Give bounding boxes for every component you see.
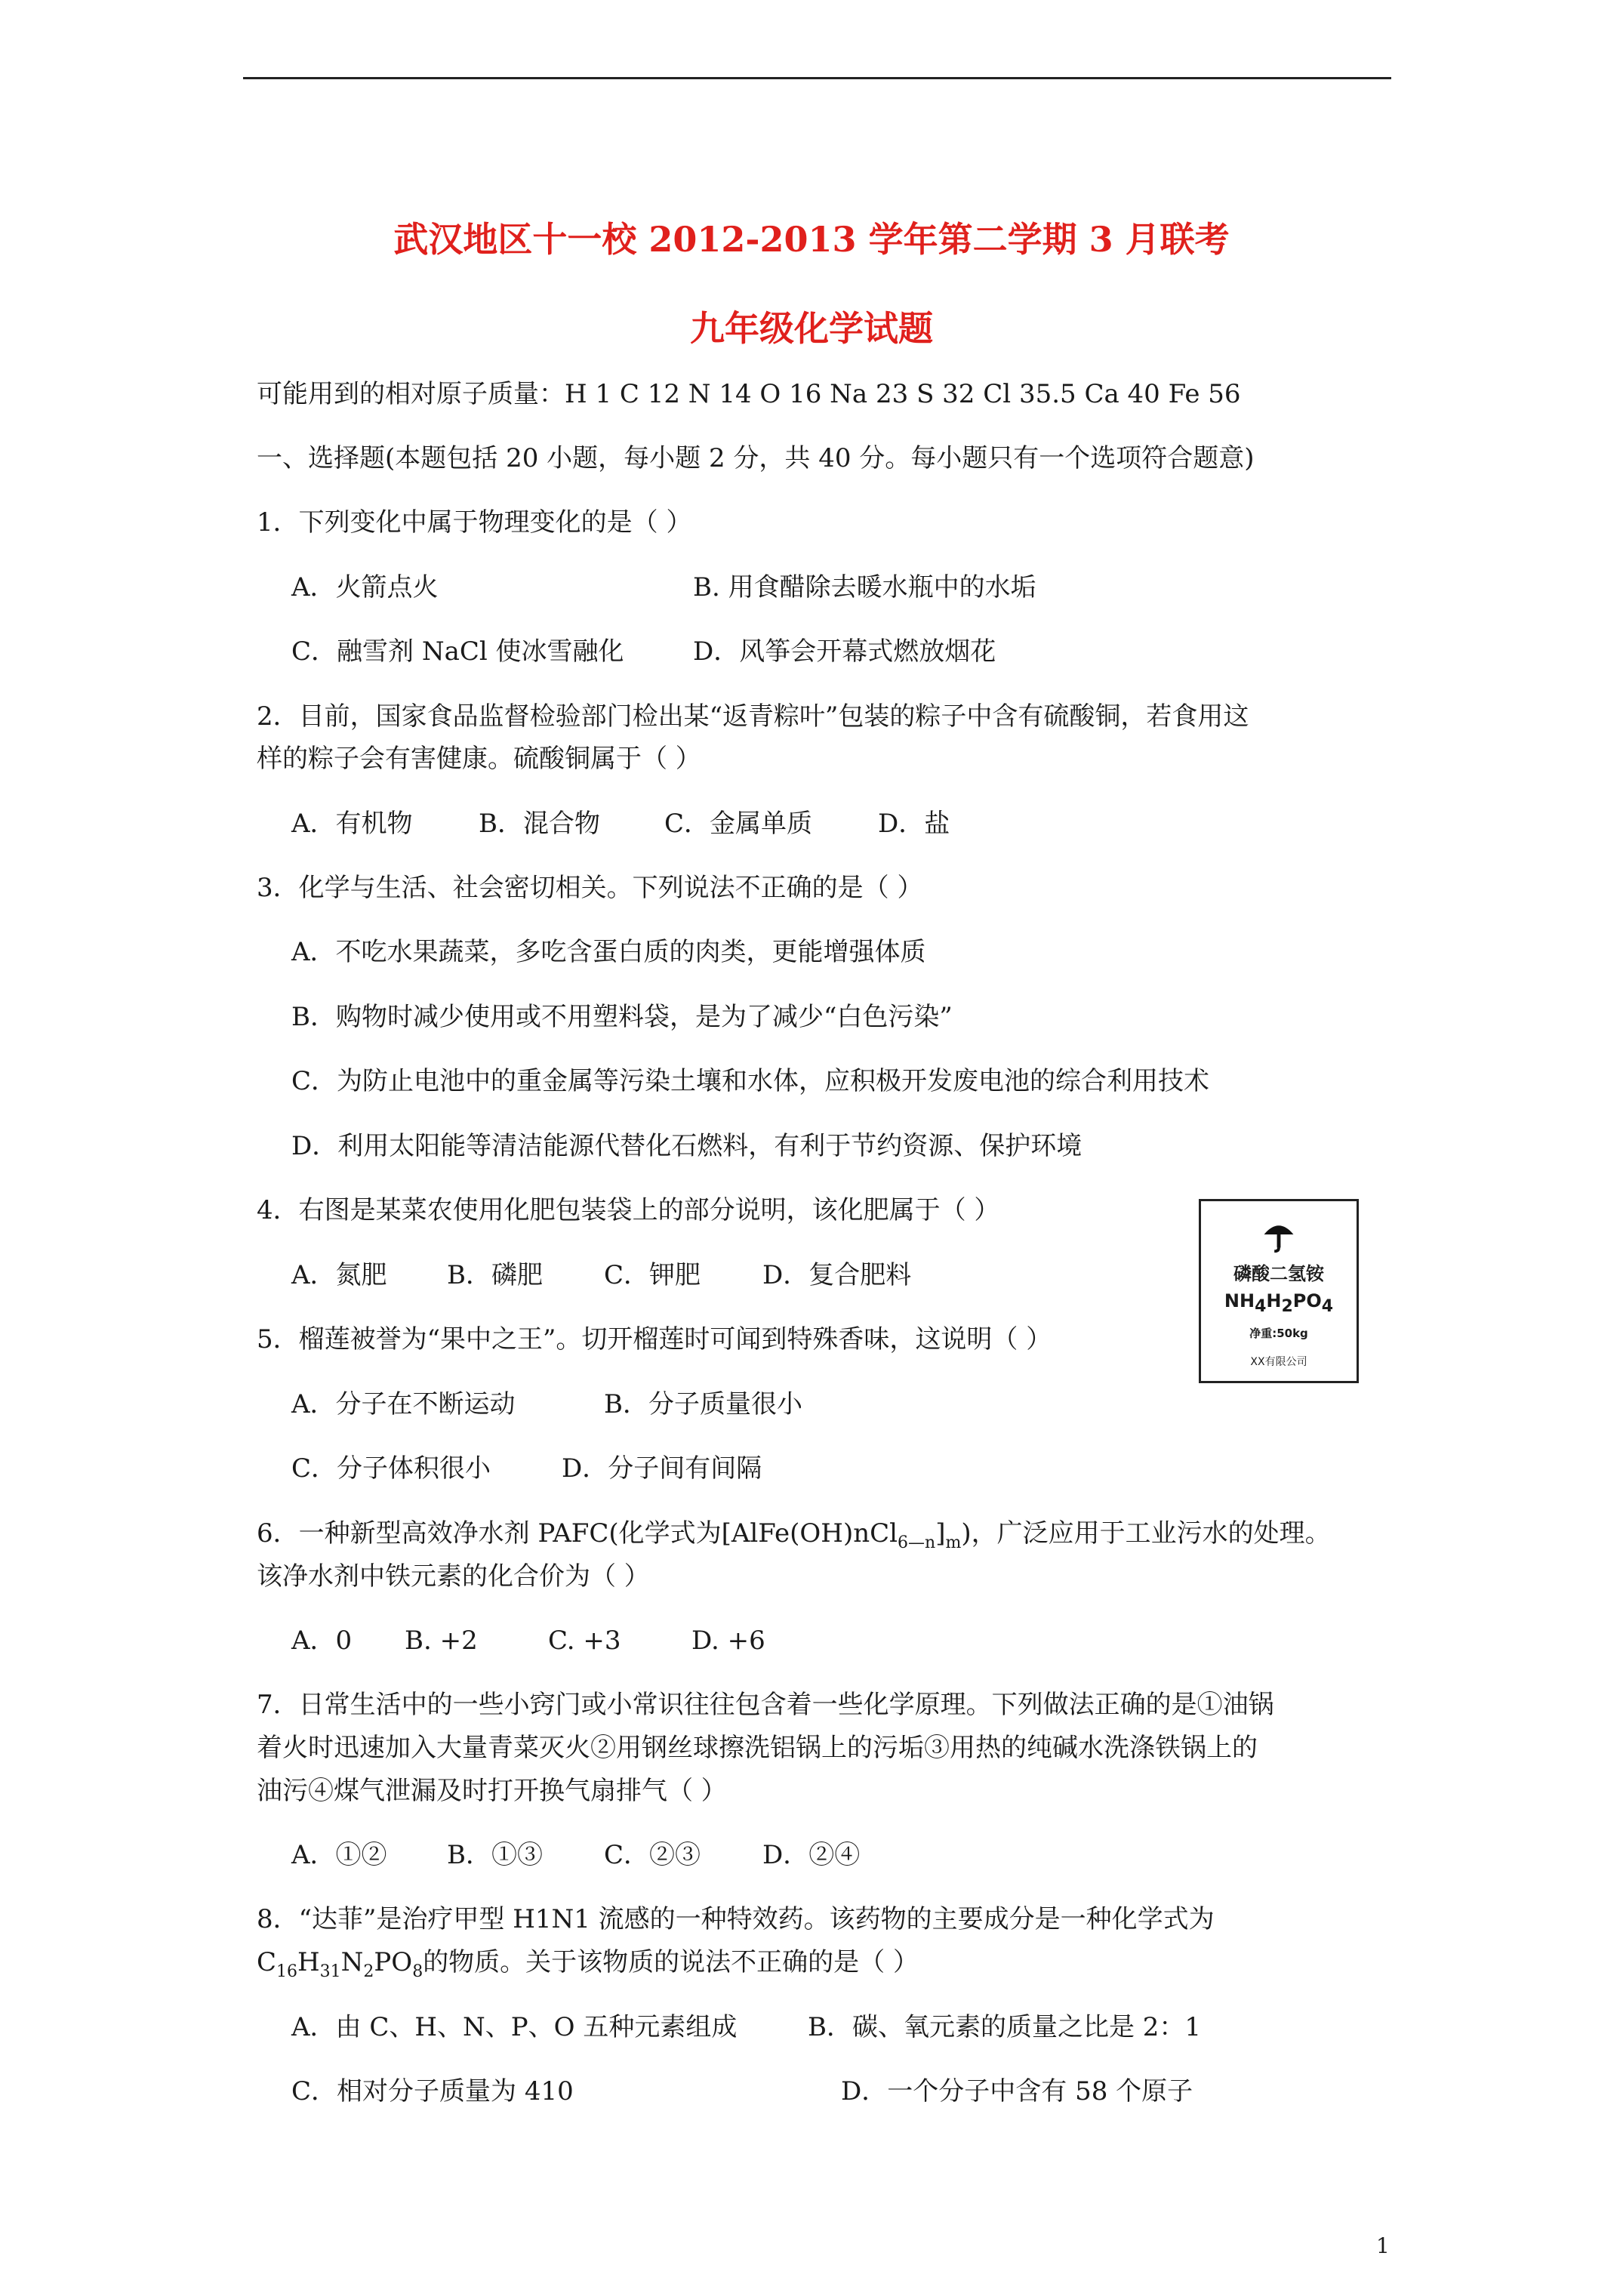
question-7-option-c: C．②③ (604, 1840, 701, 1870)
question-6-option-c: C. +3 (548, 1626, 621, 1656)
question-3-option-c: C．为防止电池中的重金属等污染土壤和水体，应积极开发废电池的综合利用技术 (291, 1066, 1210, 1096)
question-1-option-a: A．火箭点火 (291, 572, 439, 603)
fertilizer-company: XX有限公司 (1250, 1356, 1307, 1368)
question-4-option-d: D．复合肥料 (762, 1260, 912, 1290)
question-7-stem-line-2: 着火时迅速加入大量青菜灭火②用钢丝球擦洗铝锅上的污垢③用热的纯碱水洗涤铁锅上的 (257, 1733, 1258, 1763)
question-2-option-a: A．有机物 (291, 809, 413, 839)
question-6-stem-line-2: 该净水剂中铁元素的化合价为（ ） (257, 1561, 650, 1592)
question-1-stem: 1．下列变化中属于物理变化的是（ ） (257, 507, 692, 538)
fertilizer-label-figure (1199, 1199, 1359, 1383)
question-7-stem-line-3: 油污④煤气泄漏及时打开换气扇排气（ ） (257, 1776, 727, 1806)
question-1-option-b: B. 用食醋除去暖水瓶中的水垢 (693, 572, 1036, 603)
question-5-option-a: A．分子在不断运动 (291, 1389, 516, 1419)
question-8-stem-line-1: 8．“达菲”是治疗甲型 H1N1 流感的一种特效药。该药物的主要成分是一种化学式为 (257, 1904, 1215, 1934)
question-1-option-d: D．风筝会开幕式燃放烟花 (693, 636, 996, 667)
question-3-stem: 3．化学与生活、社会密切相关。下列说法不正确的是（ ） (257, 873, 923, 903)
question-6-option-a: A．0 (291, 1626, 353, 1656)
question-6-option-d: D. +6 (691, 1626, 765, 1656)
question-2-option-c: C．金属单质 (664, 809, 813, 839)
question-8-option-b: B．碳、氧元素的质量之比是 2：1 (808, 2012, 1202, 2042)
header-rule (243, 77, 1391, 79)
question-2-option-b: B．混合物 (479, 809, 600, 839)
atomic-masses: 可能用到的相对原子质量：H 1 C 12 N 14 O 16 Na 23 S 32 Cl 35.5 Ca 40 Fe 56 (257, 379, 1241, 409)
question-7-option-d: D．②④ (762, 1840, 861, 1870)
exam-title: 武汉地区十一校 2012-2013 学年第二学期 3 月联考 (393, 219, 1230, 260)
section-heading: 一、选择题(本题包括 20 小题，每小题 2 分，共 40 分。每小题只有一个选项符合题意) (257, 443, 1255, 473)
question-7-option-b: B．①③ (447, 1840, 543, 1870)
question-5-stem: 5．榴莲被誉为“果中之王”。切开榴莲时可闻到特殊香味，这说明（ ） (257, 1324, 1052, 1354)
question-3-option-d: D．利用太阳能等清洁能源代替化石燃料，有利于节约资源、保护环境 (291, 1131, 1083, 1161)
question-4-option-c: C．钾肥 (604, 1260, 701, 1290)
umbrella-icon (1201, 1215, 1357, 1253)
question-7-stem-line-1: 7．日常生活中的一些小窍门或小常识往往包含着一些化学原理。下列做法正确的是①油锅 (257, 1690, 1274, 1720)
question-5-option-b: B．分子质量很小 (604, 1389, 802, 1419)
question-8-option-d: D．一个分子中含有 58 个原子 (841, 2076, 1193, 2106)
question-3-option-a: A．不吃水果蔬菜，多吃含蛋白质的肉类，更能增强体质 (291, 937, 926, 967)
question-4-option-a: A．氮肥 (291, 1260, 387, 1290)
question-8-option-a: A．由 C、H、N、P、O 五种元素组成 (291, 2012, 738, 2042)
question-7-option-a: A．①② (291, 1840, 387, 1870)
question-2-stem-line-1: 2．目前，国家食品监督检验部门检出某“返青粽叶”包装的粽子中含有硫酸铜，若食用这 (257, 701, 1249, 732)
question-8-option-c: C．相对分子质量为 410 (291, 2076, 574, 2106)
question-6-stem-line-1: 6．一种新型高效净水剂 PAFC(化学式为$[AlFe(OH)nCl_{6—n}]_m$)，广泛应用于工业污水的处理。 (257, 1518, 1331, 1552)
question-1-option-c: C．融雪剂 NaCl 使冰雪融化 (291, 636, 624, 667)
fertilizer-name: 磷酸二氢铵 (1233, 1263, 1324, 1284)
question-2-option-d: D．盐 (878, 809, 950, 839)
fertilizer-net-weight: 净重:50kg (1249, 1327, 1308, 1340)
question-6-option-b: B. +2 (405, 1626, 478, 1656)
exam-subtitle: 九年级化学试题 (690, 308, 933, 349)
question-4-stem: 4．右图是某菜农使用化肥包装袋上的部分说明，该化肥属于（ ） (257, 1195, 1000, 1225)
question-5-option-d: D．分子间有间隔 (562, 1453, 762, 1484)
question-5-option-c: C．分子体积很小 (291, 1453, 491, 1484)
question-4-option-b: B．磷肥 (447, 1260, 543, 1290)
question-2-stem-line-2: 样的粽子会有害健康。硫酸铜属于（ ） (257, 744, 701, 774)
fertilizer-formula: $NH_4H_2PO_4$ (1224, 1290, 1334, 1316)
question-8-stem-line-2: $C_{16}H_{31}N_2PO_8$的物质。关于该物质的说法不正确的是（ ） (257, 1947, 919, 1981)
page-number: 1 (1376, 2233, 1390, 2258)
question-3-option-b: B．购物时减少使用或不用塑料袋，是为了减少“白色污染” (291, 1002, 953, 1032)
